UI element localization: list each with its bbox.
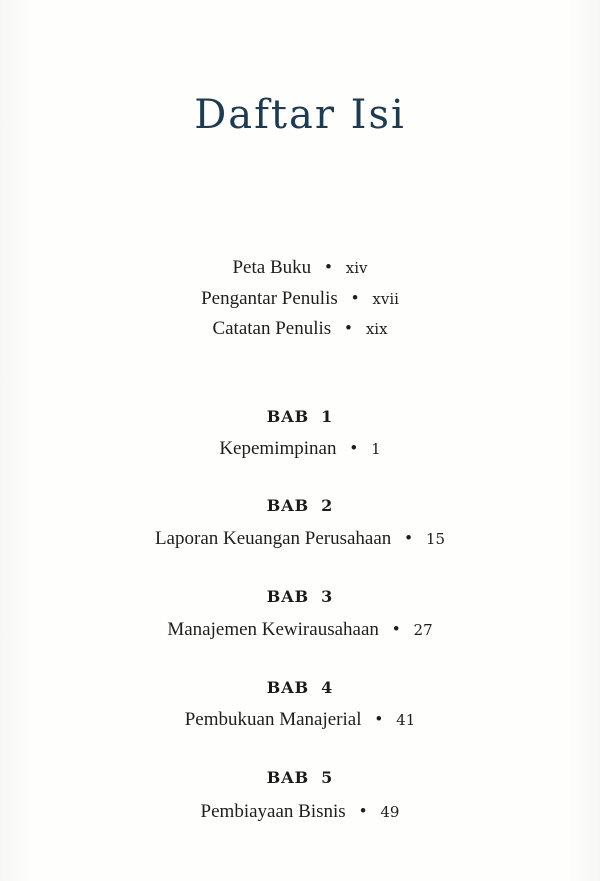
- separator-dot: •: [359, 801, 367, 822]
- separator-dot: •: [345, 318, 352, 339]
- toc-entry-peta-buku: [0, 256, 600, 280]
- chapter-title: Laporan Keuangan Perusahaan: [154, 528, 392, 549]
- separator-dot: •: [405, 528, 412, 549]
- page-title: Daftar Isi: [194, 92, 406, 138]
- chapter-entry-2: [0, 527, 600, 551]
- chapter-bab-label: BAB: [266, 678, 310, 697]
- chapter-entry-5: [0, 800, 600, 824]
- chapter-entry-3: [0, 618, 600, 642]
- toc-entry-label: Pengantar Penulis: [201, 288, 338, 309]
- separator-dot: •: [375, 709, 383, 730]
- chapter-heading-4: [0, 677, 600, 699]
- chapter-title: Pembiayaan Bisnis: [200, 801, 346, 822]
- separator-dot: •: [350, 438, 358, 459]
- chapter-title: Kepemimpinan: [219, 438, 337, 459]
- chapter-number: 5: [321, 768, 334, 787]
- toc-entry-page: xiv: [345, 259, 368, 277]
- chapter-title: Pembukuan Manajerial: [184, 709, 362, 730]
- toc-entry-catatan-penulis: [0, 317, 600, 341]
- separator-dot: •: [325, 257, 332, 278]
- chapter-entry-1: [0, 437, 600, 461]
- chapter-bab-label: BAB: [266, 768, 310, 787]
- toc-entry-page: xix: [365, 320, 388, 338]
- chapter-heading-2: [0, 495, 600, 517]
- chapter-page: 49: [380, 803, 400, 821]
- chapter-heading-5: [0, 767, 600, 789]
- chapter-bab-label: BAB: [266, 587, 310, 606]
- chapter-entry-4: [0, 708, 600, 732]
- chapter-number: 1: [321, 407, 334, 426]
- chapter-number: 3: [321, 587, 334, 606]
- toc-entry-pengantar-penulis: [0, 287, 600, 311]
- chapter-number: 4: [321, 678, 334, 697]
- chapter-page: 1: [371, 440, 381, 458]
- chapter-number: 2: [321, 496, 334, 515]
- toc-entry-label: Catatan Penulis: [212, 318, 332, 339]
- chapter-bab-label: BAB: [266, 407, 310, 426]
- chapter-page: 15: [425, 530, 446, 548]
- separator-dot: •: [392, 619, 400, 640]
- toc-entry-label: Peta Buku: [232, 257, 312, 278]
- chapter-heading-3: [0, 586, 600, 608]
- chapter-page: 27: [413, 621, 433, 639]
- chapter-title: Manajemen Kewirausahaan: [167, 619, 379, 640]
- toc-entry-page: xvii: [372, 290, 399, 308]
- separator-dot: •: [351, 288, 359, 309]
- chapter-page: 41: [396, 711, 416, 729]
- chapter-bab-label: BAB: [266, 496, 310, 515]
- chapter-heading-1: [0, 406, 600, 428]
